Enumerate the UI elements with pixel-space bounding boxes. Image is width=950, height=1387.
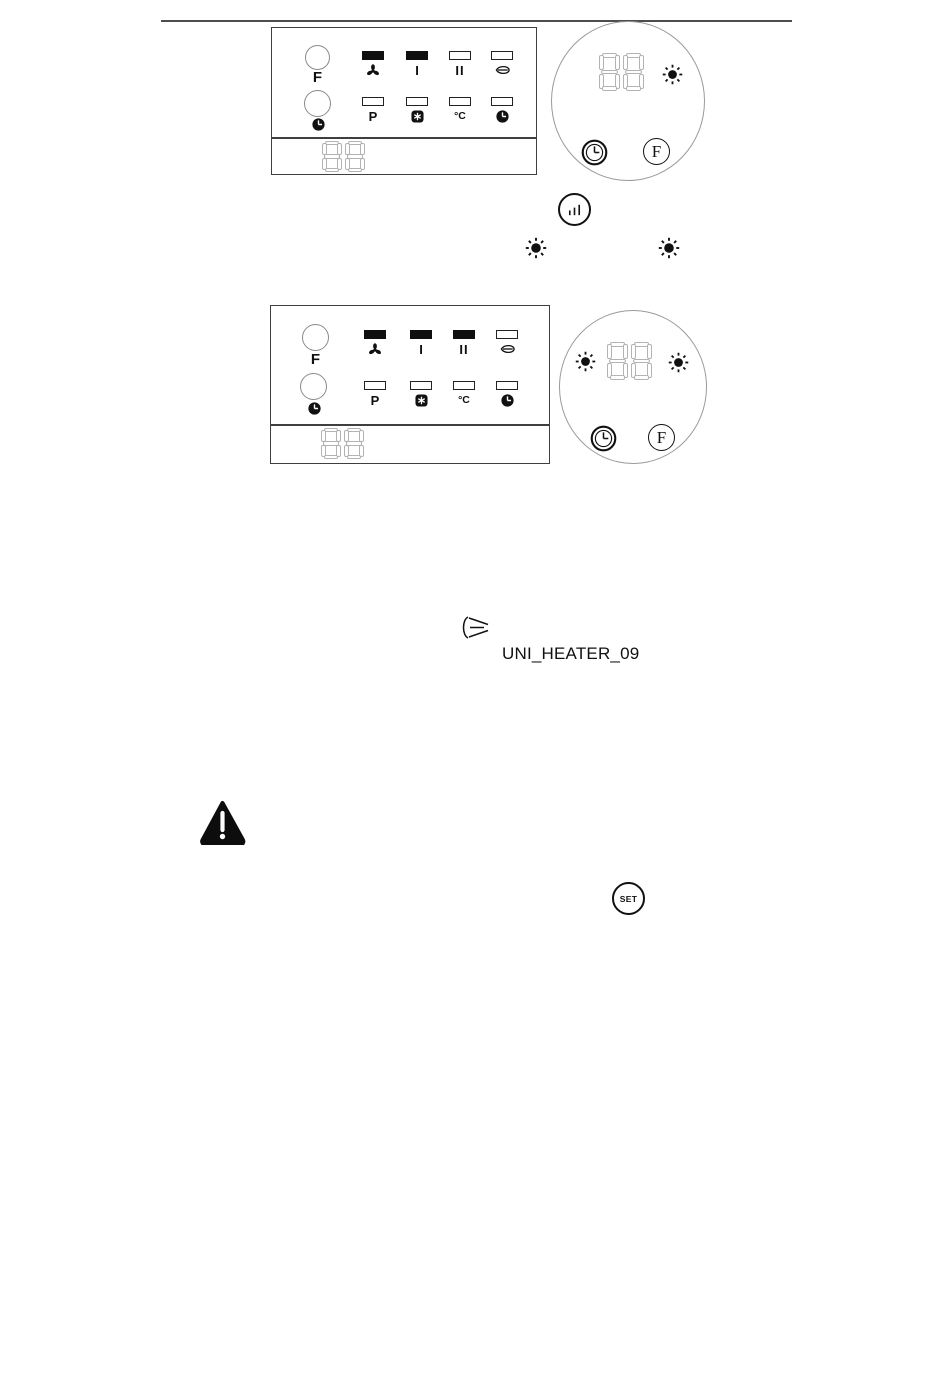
indicator-lamp xyxy=(364,381,386,390)
seven-segment-digit xyxy=(321,428,341,459)
indicator-burner xyxy=(485,330,529,355)
segment-display-round xyxy=(607,342,652,380)
timer-button[interactable] xyxy=(304,90,331,117)
indicator-burner xyxy=(480,51,524,76)
indicator-fan xyxy=(351,51,395,78)
indicator-antifreeze xyxy=(395,97,439,123)
round-display-2 xyxy=(559,310,707,464)
warning-triangle-icon xyxy=(198,799,247,845)
seven-segment-digit xyxy=(599,53,620,91)
antifreeze-icon xyxy=(411,110,424,123)
indicator-lamp xyxy=(453,330,475,339)
clock-icon xyxy=(312,118,325,131)
indicator-level-1 xyxy=(395,51,439,77)
fan-icon xyxy=(366,64,380,78)
header-rule xyxy=(161,20,792,22)
clock-icon xyxy=(501,394,514,407)
indicator-lamp xyxy=(406,97,428,106)
seven-segment-digit xyxy=(344,428,364,459)
indicator-lamp xyxy=(496,381,518,390)
level-button[interactable] xyxy=(558,193,591,226)
round-display-1 xyxy=(551,21,705,181)
indicator-lamp xyxy=(449,97,471,106)
fan-badge: F xyxy=(643,138,670,165)
control-panel-diagram-2 xyxy=(270,305,550,464)
indicator-temperature xyxy=(438,97,482,122)
sun-icon xyxy=(668,352,689,373)
fan-icon xyxy=(368,343,382,357)
indicator-timer xyxy=(480,97,524,123)
set-button[interactable] xyxy=(612,882,645,915)
indicator-lamp xyxy=(453,381,475,390)
indicator-label: I xyxy=(419,342,423,357)
seven-segment-digit xyxy=(623,53,644,91)
indicator-lamp xyxy=(364,330,386,339)
control-panel-diagram-1 xyxy=(271,27,537,175)
set-button-label: SET xyxy=(619,893,638,904)
timer-badge-icon xyxy=(590,425,617,452)
timer-badge-icon xyxy=(581,139,608,166)
indicator-program xyxy=(353,381,397,407)
indicator-level-2 xyxy=(442,330,486,356)
seven-segment-digit xyxy=(607,342,628,380)
indicator-label: P xyxy=(370,393,380,408)
timer-button[interactable] xyxy=(300,373,327,400)
indicator-label: II xyxy=(455,63,465,78)
indicator-level-1 xyxy=(399,330,443,356)
model-label: UNI_HEATER_09 xyxy=(502,644,640,663)
seven-segment-digit xyxy=(322,141,342,172)
indicator-label: °C xyxy=(454,110,466,122)
indicator-timer xyxy=(485,381,529,407)
antifreeze-icon xyxy=(415,394,428,407)
indicator-lamp xyxy=(496,330,518,339)
segment-display-round xyxy=(599,53,644,91)
panel-divider xyxy=(271,424,549,426)
sun-icon xyxy=(662,64,683,85)
sun-icon xyxy=(575,351,596,372)
indicator-lamp xyxy=(491,51,513,60)
indicator-antifreeze xyxy=(399,381,443,407)
fan-button-label: F xyxy=(312,69,323,86)
seven-segment-digit xyxy=(345,141,365,172)
fan-mode-button[interactable] xyxy=(302,324,329,351)
fan-button-label: F xyxy=(310,351,321,368)
panel-divider xyxy=(272,137,536,139)
burner-icon xyxy=(458,614,492,642)
segment-display-strip xyxy=(322,141,365,172)
fan-mode-button[interactable] xyxy=(305,45,330,70)
indicator-level-2 xyxy=(438,51,482,77)
indicator-lamp xyxy=(406,51,428,60)
signal-bars-icon xyxy=(565,201,584,218)
clock-icon xyxy=(496,110,509,123)
fan-badge: F xyxy=(648,424,675,451)
indicator-label: °C xyxy=(458,394,470,406)
indicator-lamp xyxy=(449,51,471,60)
indicator-program xyxy=(351,97,395,123)
sun-icon xyxy=(658,237,680,259)
indicator-label: II xyxy=(459,342,469,357)
indicator-temperature xyxy=(442,381,486,406)
indicator-lamp xyxy=(410,381,432,390)
clock-icon xyxy=(308,402,321,415)
seven-segment-digit xyxy=(631,342,652,380)
indicator-lamp xyxy=(491,97,513,106)
indicator-label: I xyxy=(415,63,419,78)
burner-icon xyxy=(495,64,510,76)
indicator-lamp xyxy=(362,97,384,106)
indicator-lamp xyxy=(410,330,432,339)
indicator-label: P xyxy=(368,109,378,124)
segment-display-strip xyxy=(321,428,364,459)
sun-icon xyxy=(525,237,547,259)
indicator-fan xyxy=(353,330,397,357)
burner-icon xyxy=(500,343,515,355)
indicator-lamp xyxy=(362,51,384,60)
